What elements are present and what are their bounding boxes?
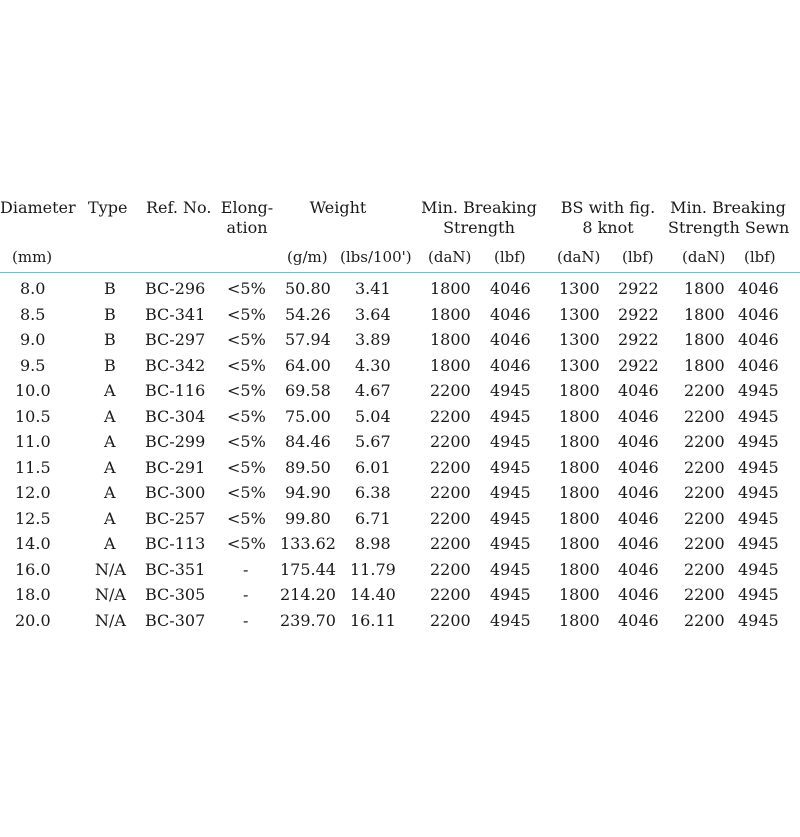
cell-mbs-dan: 2200 xyxy=(430,610,471,630)
table-row xyxy=(0,276,800,302)
cell-ref-no: BC-300 xyxy=(145,483,206,502)
cell-mbs-lbf: 4945 xyxy=(490,585,531,604)
cell-mbss-lbf: 4945 xyxy=(738,610,779,630)
cell-mbss-lbf: 4945 xyxy=(738,457,779,477)
cell-mbss-lbf: 4046 xyxy=(738,355,779,375)
cell-mbss-dan: 1800 xyxy=(684,304,725,324)
header-elongation-line1: Elong- xyxy=(220,198,274,217)
cell-bs8-dan: 1800 xyxy=(559,381,600,400)
cell-elongation: <5% xyxy=(227,534,266,553)
cell-bs8-dan: 1300 xyxy=(559,279,600,298)
cell-mbs-dan: 1800 xyxy=(430,304,471,324)
table-row xyxy=(0,353,800,379)
table-row xyxy=(0,582,800,608)
cell-diameter: 10.0 xyxy=(15,381,51,400)
cell-mbss-dan: 2200 xyxy=(684,483,725,502)
table-row xyxy=(0,608,800,634)
cell-mbs-dan: 2200 xyxy=(430,432,471,451)
cell-ref-no: BC-291 xyxy=(145,457,206,477)
header-bs-fig8-knot xyxy=(556,198,660,238)
header-min-breaking-strength xyxy=(420,198,538,238)
cell-mbs-dan: 2200 xyxy=(430,508,471,528)
cell-weight-lbs: 5.67 xyxy=(355,432,391,451)
cell-elongation: - xyxy=(243,585,249,604)
cell-diameter: 12.0 xyxy=(15,483,51,502)
cell-weight-gm: 75.00 xyxy=(285,406,331,426)
cell-weight-lbs: 3.89 xyxy=(355,330,391,349)
cell-elongation: <5% xyxy=(227,432,266,451)
table-row xyxy=(0,531,800,557)
cell-ref-no: BC-113 xyxy=(145,534,206,553)
cell-diameter: 14.0 xyxy=(15,534,51,553)
cell-type: A xyxy=(104,508,116,528)
cell-mbss-dan: 1800 xyxy=(684,355,725,375)
table-row xyxy=(0,506,800,532)
cell-mbs-lbf: 4945 xyxy=(490,610,531,630)
cell-bs8-lbf: 4046 xyxy=(618,508,659,528)
cell-mbss-dan: 1800 xyxy=(684,330,725,349)
header-bs8-line2: 8 knot xyxy=(582,218,634,237)
cell-bs8-lbf: 4046 xyxy=(618,534,659,553)
cell-mbs-dan: 1800 xyxy=(430,355,471,375)
cell-mbss-dan: 2200 xyxy=(684,432,725,451)
cell-mbss-dan: 2200 xyxy=(684,381,725,400)
cell-mbs-dan: 2200 xyxy=(430,457,471,477)
cell-type: A xyxy=(104,534,116,553)
cell-weight-gm: 175.44 xyxy=(280,559,336,579)
cell-weight-gm: 69.58 xyxy=(285,381,331,400)
cell-elongation: - xyxy=(243,559,249,579)
cell-elongation: <5% xyxy=(227,483,266,502)
table-row xyxy=(0,480,800,506)
cell-ref-no: BC-296 xyxy=(145,279,206,298)
cell-mbs-lbf: 4945 xyxy=(490,559,531,579)
cell-bs8-dan: 1300 xyxy=(559,304,600,324)
cell-weight-gm: 239.70 xyxy=(280,610,336,630)
cell-bs8-dan: 1800 xyxy=(559,559,600,579)
cell-diameter: 18.0 xyxy=(15,585,51,604)
cell-mbss-lbf: 4046 xyxy=(738,330,779,349)
cell-mbs-lbf: 4046 xyxy=(490,330,531,349)
cell-bs8-lbf: 2922 xyxy=(618,304,659,324)
cell-type: B xyxy=(104,279,116,298)
cell-bs8-dan: 1800 xyxy=(559,406,600,426)
table-row xyxy=(0,557,800,583)
cell-bs8-dan: 1800 xyxy=(559,610,600,630)
cell-diameter: 10.5 xyxy=(15,406,51,426)
cell-elongation: - xyxy=(243,610,249,630)
cell-mbss-lbf: 4945 xyxy=(738,381,779,400)
cell-bs8-lbf: 4046 xyxy=(618,585,659,604)
cell-bs8-lbf: 2922 xyxy=(618,355,659,375)
cell-bs8-dan: 1800 xyxy=(559,483,600,502)
cell-type: A xyxy=(104,457,116,477)
cell-ref-no: BC-257 xyxy=(145,508,206,528)
cell-elongation: <5% xyxy=(227,355,266,375)
cell-bs8-lbf: 4046 xyxy=(618,432,659,451)
unit-diameter: (mm) xyxy=(12,248,53,266)
cell-weight-lbs: 11.79 xyxy=(350,559,396,579)
header-mbs-line2: Strength xyxy=(443,218,515,237)
cell-weight-lbs: 8.98 xyxy=(355,534,391,553)
cell-mbss-lbf: 4945 xyxy=(738,432,779,451)
cell-mbss-dan: 2200 xyxy=(684,534,725,553)
cell-weight-gm: 50.80 xyxy=(285,279,331,298)
table-row xyxy=(0,327,800,353)
cell-weight-lbs: 4.67 xyxy=(355,381,391,400)
cell-mbs-lbf: 4945 xyxy=(490,483,531,502)
cell-weight-lbs: 14.40 xyxy=(350,585,396,604)
cell-weight-gm: 94.90 xyxy=(285,483,331,502)
cell-weight-lbs: 5.04 xyxy=(355,406,391,426)
table-row xyxy=(0,404,800,430)
cell-weight-lbs: 3.41 xyxy=(355,279,391,298)
header-diameter: Diameter xyxy=(0,198,76,217)
header-divider xyxy=(0,272,800,273)
cell-bs8-dan: 1800 xyxy=(559,534,600,553)
cell-weight-gm: 84.46 xyxy=(285,432,331,451)
cell-bs8-lbf: 4046 xyxy=(618,610,659,630)
cell-diameter: 16.0 xyxy=(15,559,51,579)
table-row xyxy=(0,429,800,455)
cell-bs8-lbf: 2922 xyxy=(618,330,659,349)
cell-mbss-dan: 2200 xyxy=(684,457,725,477)
table-row xyxy=(0,302,800,328)
header-type: Type xyxy=(88,198,128,217)
cell-bs8-lbf: 4046 xyxy=(618,457,659,477)
cell-bs8-lbf: 4046 xyxy=(618,483,659,502)
cell-weight-lbs: 6.71 xyxy=(355,508,391,528)
cell-mbss-lbf: 4046 xyxy=(738,279,779,298)
cell-mbss-lbf: 4945 xyxy=(738,406,779,426)
cell-weight-gm: 133.62 xyxy=(280,534,336,553)
cell-ref-no: BC-299 xyxy=(145,432,206,451)
cell-mbss-dan: 2200 xyxy=(684,610,725,630)
cell-mbs-dan: 1800 xyxy=(430,330,471,349)
unit-mbss-lbf: (lbf) xyxy=(744,248,776,266)
cell-weight-gm: 214.20 xyxy=(280,585,336,604)
cell-weight-gm: 89.50 xyxy=(285,457,331,477)
cell-type: N/A xyxy=(95,610,126,630)
cell-mbss-dan: 2200 xyxy=(684,559,725,579)
header-elongation-line2: ation xyxy=(226,218,268,237)
unit-bs8-dan: (daN) xyxy=(557,248,601,266)
table-body xyxy=(0,276,800,633)
cell-type: A xyxy=(104,406,116,426)
cell-mbs-lbf: 4945 xyxy=(490,406,531,426)
cell-mbss-lbf: 4046 xyxy=(738,304,779,324)
cell-ref-no: BC-305 xyxy=(145,585,206,604)
cell-mbs-dan: 2200 xyxy=(430,381,471,400)
cell-mbs-dan: 2200 xyxy=(430,483,471,502)
cell-mbs-dan: 1800 xyxy=(430,279,471,298)
cell-mbs-dan: 2200 xyxy=(430,406,471,426)
cell-ref-no: BC-341 xyxy=(145,304,206,324)
cell-mbs-lbf: 4046 xyxy=(490,304,531,324)
rope-spec-table xyxy=(0,198,800,630)
cell-diameter: 8.0 xyxy=(20,279,46,298)
cell-mbss-lbf: 4945 xyxy=(738,534,779,553)
cell-bs8-lbf: 4046 xyxy=(618,406,659,426)
cell-diameter: 8.5 xyxy=(20,304,46,324)
cell-weight-lbs: 6.01 xyxy=(355,457,391,477)
cell-bs8-dan: 1300 xyxy=(559,330,600,349)
cell-ref-no: BC-304 xyxy=(145,406,206,426)
cell-type: B xyxy=(104,355,116,375)
cell-diameter: 12.5 xyxy=(15,508,51,528)
header-weight: Weight xyxy=(309,198,367,217)
cell-mbs-lbf: 4046 xyxy=(490,279,531,298)
cell-weight-gm: 57.94 xyxy=(285,330,331,349)
cell-type: B xyxy=(104,330,116,349)
cell-mbs-lbf: 4945 xyxy=(490,457,531,477)
cell-elongation: <5% xyxy=(227,457,266,477)
cell-mbs-lbf: 4945 xyxy=(490,381,531,400)
cell-weight-lbs: 4.30 xyxy=(355,355,391,375)
cell-diameter: 20.0 xyxy=(15,610,51,630)
header-mbss-line1: Min. Breaking xyxy=(670,198,786,217)
cell-bs8-dan: 1800 xyxy=(559,585,600,604)
cell-weight-lbs: 3.64 xyxy=(355,304,391,324)
cell-bs8-lbf: 2922 xyxy=(618,279,659,298)
unit-mbs-lbf: (lbf) xyxy=(494,248,526,266)
table-row xyxy=(0,455,800,481)
cell-type: A xyxy=(104,432,116,451)
cell-mbs-dan: 2200 xyxy=(430,534,471,553)
unit-mbss-dan: (daN) xyxy=(682,248,726,266)
cell-bs8-dan: 1800 xyxy=(559,457,600,477)
cell-diameter: 11.5 xyxy=(15,457,51,477)
cell-mbs-lbf: 4046 xyxy=(490,355,531,375)
cell-type: N/A xyxy=(95,585,126,604)
cell-ref-no: BC-351 xyxy=(145,559,206,579)
cell-bs8-lbf: 4046 xyxy=(618,381,659,400)
cell-weight-gm: 99.80 xyxy=(285,508,331,528)
cell-type: B xyxy=(104,304,116,324)
table-row xyxy=(0,378,800,404)
cell-mbss-dan: 2200 xyxy=(684,508,725,528)
unit-weight-lbs: (lbs/100') xyxy=(340,248,412,266)
cell-weight-lbs: 6.38 xyxy=(355,483,391,502)
cell-weight-gm: 64.00 xyxy=(285,355,331,375)
cell-elongation: <5% xyxy=(227,279,266,298)
cell-diameter: 9.0 xyxy=(20,330,46,349)
cell-type: N/A xyxy=(95,559,126,579)
cell-bs8-dan: 1800 xyxy=(559,508,600,528)
cell-diameter: 9.5 xyxy=(20,355,46,375)
header-mbs-line1: Min. Breaking xyxy=(421,198,537,217)
cell-mbss-lbf: 4945 xyxy=(738,585,779,604)
cell-type: A xyxy=(104,483,116,502)
cell-mbs-lbf: 4945 xyxy=(490,432,531,451)
cell-weight-gm: 54.26 xyxy=(285,304,331,324)
cell-bs8-dan: 1300 xyxy=(559,355,600,375)
cell-elongation: <5% xyxy=(227,406,266,426)
cell-elongation: <5% xyxy=(227,381,266,400)
header-row xyxy=(0,198,800,242)
cell-ref-no: BC-342 xyxy=(145,355,206,375)
cell-mbss-dan: 1800 xyxy=(684,279,725,298)
unit-weight-gm: (g/m) xyxy=(287,248,328,266)
header-mbss-line2: Strength Sewn xyxy=(668,218,790,237)
cell-mbss-dan: 2200 xyxy=(684,406,725,426)
cell-bs8-dan: 1800 xyxy=(559,432,600,451)
unit-bs8-lbf: (lbf) xyxy=(622,248,654,266)
cell-weight-lbs: 16.11 xyxy=(350,610,396,630)
cell-bs8-lbf: 4046 xyxy=(618,559,659,579)
cell-elongation: <5% xyxy=(227,508,266,528)
units-row xyxy=(0,242,800,272)
cell-ref-no: BC-116 xyxy=(145,381,206,400)
cell-ref-no: BC-307 xyxy=(145,610,206,630)
cell-mbs-lbf: 4945 xyxy=(490,534,531,553)
cell-elongation: <5% xyxy=(227,330,266,349)
unit-mbs-dan: (daN) xyxy=(428,248,472,266)
cell-mbss-dan: 2200 xyxy=(684,585,725,604)
cell-mbs-lbf: 4945 xyxy=(490,508,531,528)
header-bs8-line1: BS with fig. xyxy=(560,198,656,217)
header-elongation xyxy=(218,198,276,238)
cell-elongation: <5% xyxy=(227,304,266,324)
cell-mbs-dan: 2200 xyxy=(430,559,471,579)
cell-mbss-lbf: 4945 xyxy=(738,559,779,579)
cell-mbss-lbf: 4945 xyxy=(738,483,779,502)
header-ref-no: Ref. No. xyxy=(146,198,212,217)
cell-mbs-dan: 2200 xyxy=(430,585,471,604)
cell-mbss-lbf: 4945 xyxy=(738,508,779,528)
cell-diameter: 11.0 xyxy=(15,432,51,451)
cell-ref-no: BC-297 xyxy=(145,330,206,349)
cell-type: A xyxy=(104,381,116,400)
header-min-breaking-strength-sewn xyxy=(668,198,788,238)
